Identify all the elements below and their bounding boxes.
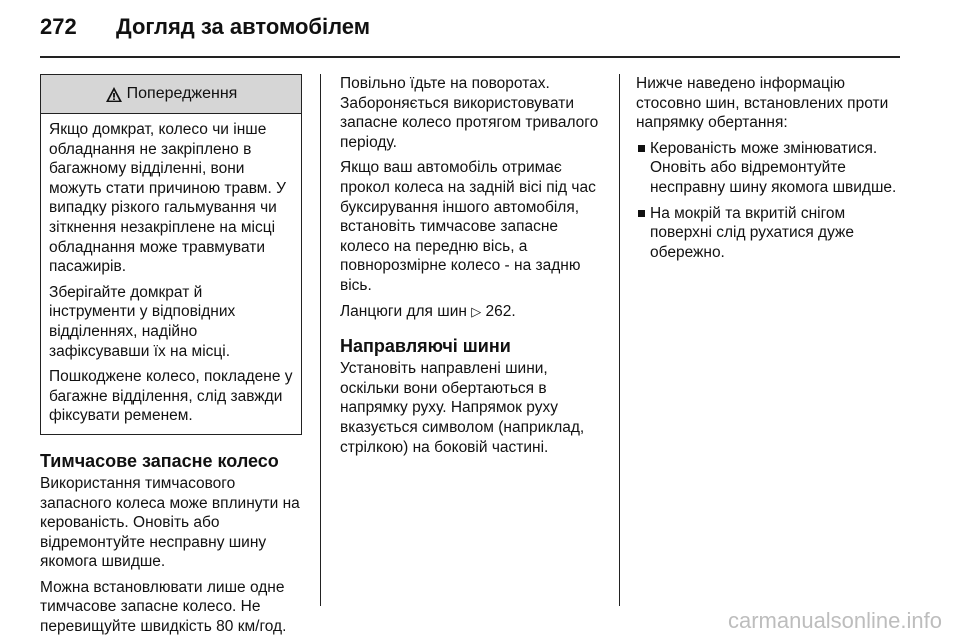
directional-paragraph: Установіть направлені шини, оскільки вони обертаються в напрямку руху. Напрямок руху вказується символом (наприклад, стрілкою) на боковій частині. — [340, 360, 585, 456]
warning-paragraph: Пошкоджене колесо, покладене у багажне відділення, слід завжди фіксувати ременем. — [49, 368, 293, 425]
warning-box — [40, 74, 302, 435]
warning-triangle-icon — [105, 86, 123, 103]
warning-header — [41, 75, 301, 114]
bullet-square-icon — [638, 210, 645, 217]
chains-ref-page[interactable]: 262. — [485, 302, 516, 320]
page-header — [40, 14, 370, 40]
page-title: Догляд за автомобілем — [116, 14, 371, 39]
body-paragraph: Якщо ваш автомобіль отримає прокол колеса на задній вісі під час буксирування іншого автомобіля, встановіть тимчасове запасне колесо на передню вісь, а повнорозмірне колесо - на задню вісь. — [340, 159, 596, 294]
temp-spare-paragraph: Використання тимчасового запасного колеса може вплинути на керованість. Оновіть або відремонтуйте несправну шину якомога швидше. — [40, 474, 300, 571]
bullet-square-icon — [638, 145, 645, 152]
column-1 — [40, 74, 302, 643]
col3-intro: Нижче наведено інформацію стосовно шин, встановлених проти напрямку обертання: — [636, 75, 889, 132]
body-paragraph: Повільно їдьте на поворотах. Забороняється використовувати запасне колесо протягом тривалого періоду. — [340, 75, 599, 151]
column-divider-2 — [619, 74, 620, 606]
directional-heading: Направляючі шини — [340, 336, 511, 357]
list-item-text: На мокрій та вкритій снігом поверхні слід рухатися дуже обережно. — [650, 204, 855, 261]
warning-body — [41, 114, 301, 434]
list-item — [636, 139, 902, 198]
bullet-list — [636, 139, 902, 263]
header-rule — [40, 56, 900, 58]
temp-spare-heading: Тимчасове запасне колесо — [40, 450, 279, 471]
column-2 — [340, 74, 602, 463]
page-reference-icon: ▷ — [471, 304, 482, 320]
list-item — [636, 204, 902, 263]
warning-paragraph: Зберігайте домкрат й інструменти у відповідних відділеннях, надійно зафіксувавши їх на місці. — [49, 283, 236, 360]
temp-spare-paragraph: Можна встановлювати лише одне тимчасове запасне колесо. Не перевищуйте швидкість 80 км/год. — [40, 578, 287, 636]
warning-title: Попередження — [126, 85, 238, 103]
chains-text: Ланцюги для шин — [340, 302, 467, 320]
page-number: 272 — [40, 14, 77, 39]
chains-reference — [340, 302, 602, 323]
list-item-text: Керованість може змінюватися. Оновіть або відремонтуйте несправну шину якомога швидше. — [650, 139, 897, 196]
watermark: carmanualsonline.info — [727, 608, 942, 633]
warning-paragraph: Якщо домкрат, колесо чи інше обладнання не закріплено в багажному відділенні, вони можуть стати причиною травм. У випадку різкого гальмування чи зіткнення незакріплене на місці обладнання може травмувати пасажирів. — [49, 121, 286, 276]
column-divider-1 — [320, 74, 321, 606]
column-3 — [636, 74, 902, 268]
